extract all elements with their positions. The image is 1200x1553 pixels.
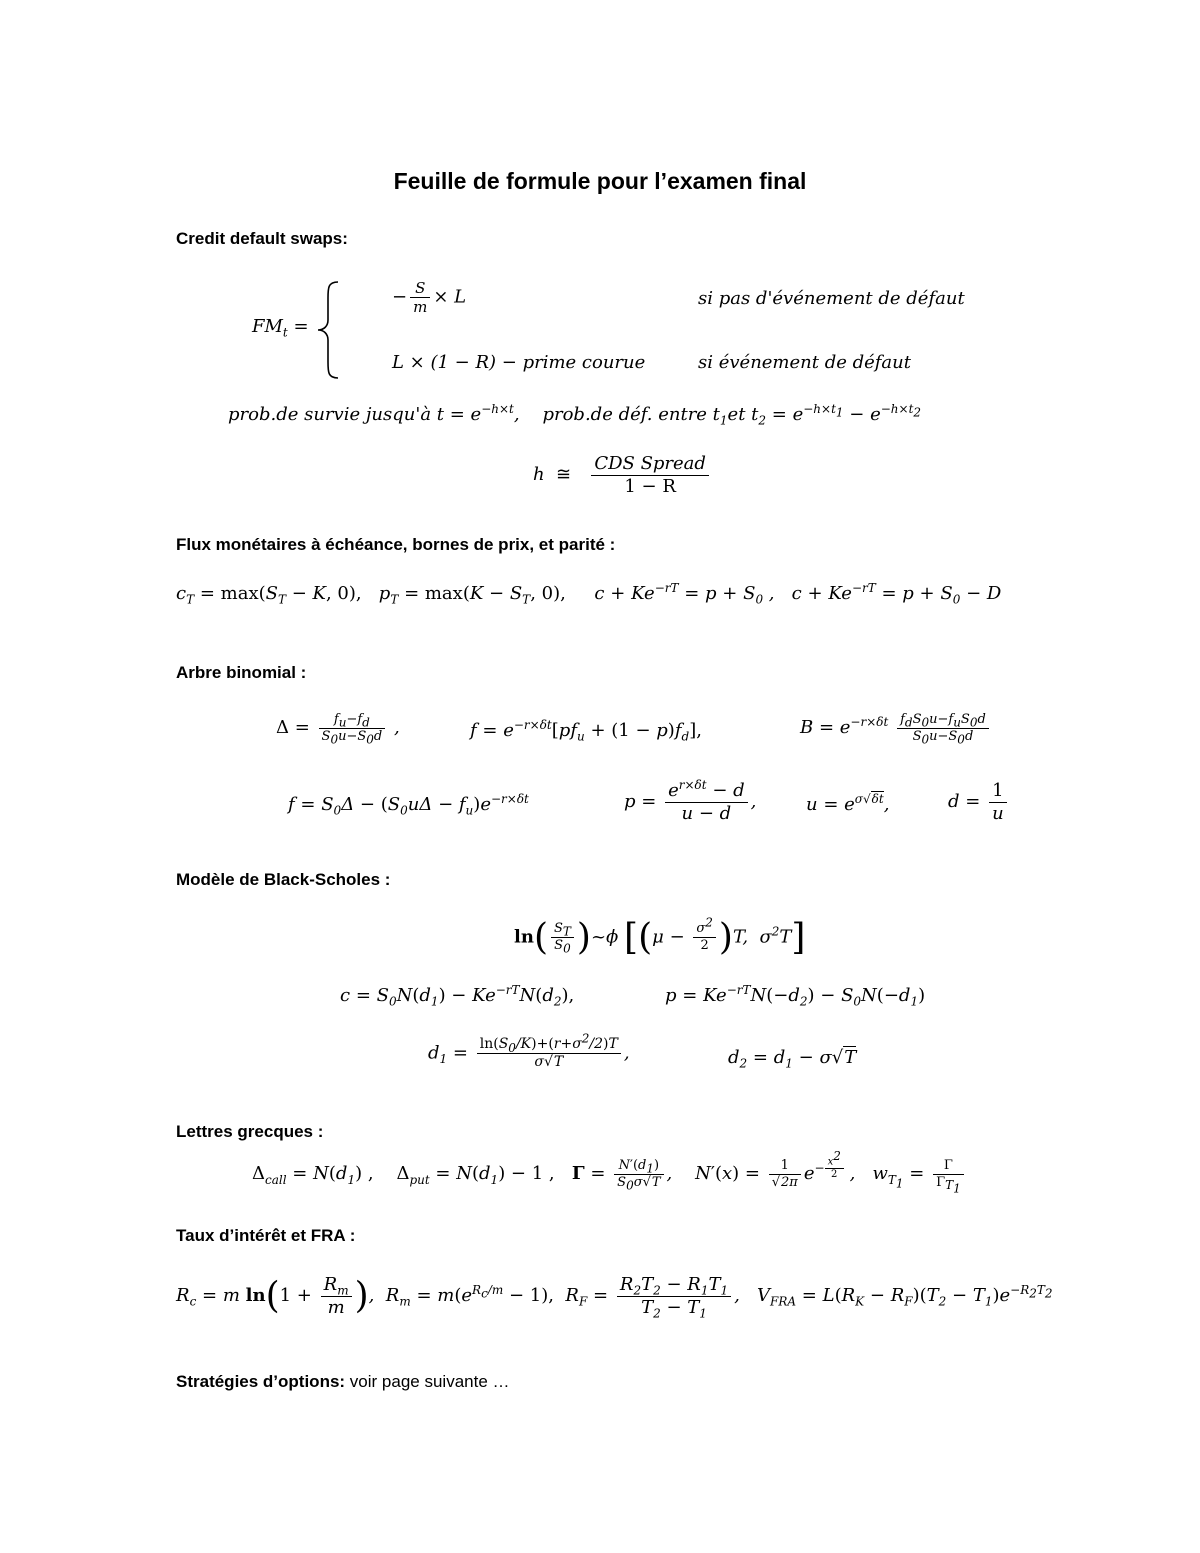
left-brace-icon (314, 280, 344, 380)
formula-option-value-binomial: $f = e^{-r\times\delta t}[pf_u + (1 - p)f_d]$, (470, 718, 702, 744)
section-heading-black-scholes: Modèle de Black-Scholes : (176, 870, 391, 889)
page-title: Feuille de formule pour l’examen final (393, 168, 807, 194)
formula-up-factor: $u = e^{\sigma√\delta t}$, (806, 792, 890, 815)
formula-d1: $d_1$ = $\frac{\ln(S_0/K)+(r+\sigma^2/2)T}{\sigma√T}$ , (428, 1031, 630, 1070)
formula-down-factor: d = $\frac{1}{u}$ (948, 780, 1010, 824)
section-heading-binomial: Arbre binomial : (176, 663, 307, 682)
formula-delta-binomial: Δ = $\frac{f_u-f_d}{S_0u-S_0d}$ , (276, 712, 400, 747)
strategies-label: Stratégies d’options: (176, 1372, 346, 1391)
formula-bs-put: $p = Ke^{-rT}N(-d_2) - S_0N(-d_1)$ (665, 983, 926, 1009)
section-heading-cds: Credit default swaps: (176, 229, 348, 248)
formula-cds-case2-condition: si événement de défaut (698, 352, 911, 373)
formula-risk-neutral-probability: p = $\frac{e^{r\times\delta t} - d}{u - d}$ , (624, 778, 757, 824)
formula-cds-case1: − $\frac{S}{m}$ × L (392, 279, 467, 316)
spread-denominator: 1 − R (591, 475, 709, 498)
strategies-text: voir page suivante … (345, 1372, 510, 1391)
formula-fm-lhs: $FM_t$ = (252, 316, 309, 340)
formula-survival-probability: prob.de survie jusqu'à $t = e^{-h\times t}$, prob.de déf. entre $t_1et$ $t_2 = e^{-h\times t_1} - e^{-h\times t_2}$ (228, 402, 922, 428)
formula-option-replication: $f = S_0\Delta - (S_0u\Delta - f_u)e^{-r\times\delta t}$ (288, 792, 529, 818)
formula-hazard-rate: h ≅ $\frac{\text{CDS Spread}}{1 - R}$ (533, 453, 712, 497)
formula-bond-binomial: $B = e^{-r\times\delta t}$ $\frac{f_dS_0u-f_uS_0d}{S_0u-S_0d}$ (800, 712, 992, 744)
formula-cds-case2: L × (1 − R) − prime courue (392, 352, 646, 373)
formula-rates-fra: $R_c = m$ ln(1 + $\frac{R_m}{m}$ ), $R_m = m(e^{R_c/m} - 1)$, $R_F$ = $\frac{R_2T_2 - R_1T_1}{T_2 - T_1}$ , $V_{FRA} = L(R_K - R_F)(T_2 - T_1)e^{-R_2T_2}$ (176, 1274, 1053, 1321)
default-label: prob.de déf. entre t (542, 404, 720, 425)
spread-numerator: CDS Spread (594, 453, 706, 474)
formula-d2: $d_2 = d_1 - \sigma√T$ (728, 1047, 857, 1071)
survival-label: prob.de survie jusqu'à t = (228, 404, 471, 425)
section-heading-rates: Taux d’intérêt et FRA : (176, 1226, 356, 1245)
section-heading-greeks: Lettres grecques : (176, 1122, 324, 1141)
section-heading-flux: Flux monétaires à échéance, bornes de prix, et parité : (176, 535, 616, 554)
formula-bs-call: $c = S_0N(d_1) - Ke^{-rT}N(d_2)$, (340, 983, 575, 1009)
formula-greeks: $\Delta_{call} = N(d_1)$ , $\Delta_{put} = N(d_1) - 1$ , Γ = $\frac{N'(d_1)}{S_0\sigma√T}$ , N′(x) = $\frac{1}{√2\pi}$ $e^{- \frac{x^2}{2}}$ , $w_{T_1}$ = $\frac{\Gamma}{\Gamma_{T_1}}$ (252, 1156, 967, 1190)
formula-payoffs-parity: $c_T = \max(S_T - K$, 0), $p_T = \max(K - S_T$, 0), $c + Ke^{-rT} = p + S_0$ , $c + Ke^{-rT} = p + S_0 - D$ (176, 581, 1002, 607)
formula-cds-case1-condition: si pas d'événement de défaut (698, 288, 965, 309)
formula-lognormal-distribution: ln( $\frac{S_T}{S_0}$ )~ϕ [(μ − $\frac{\sigma^2}{2}$ )T, $\sigma^2T$] (514, 916, 806, 958)
section-heading-strategies (176, 1372, 510, 1392)
